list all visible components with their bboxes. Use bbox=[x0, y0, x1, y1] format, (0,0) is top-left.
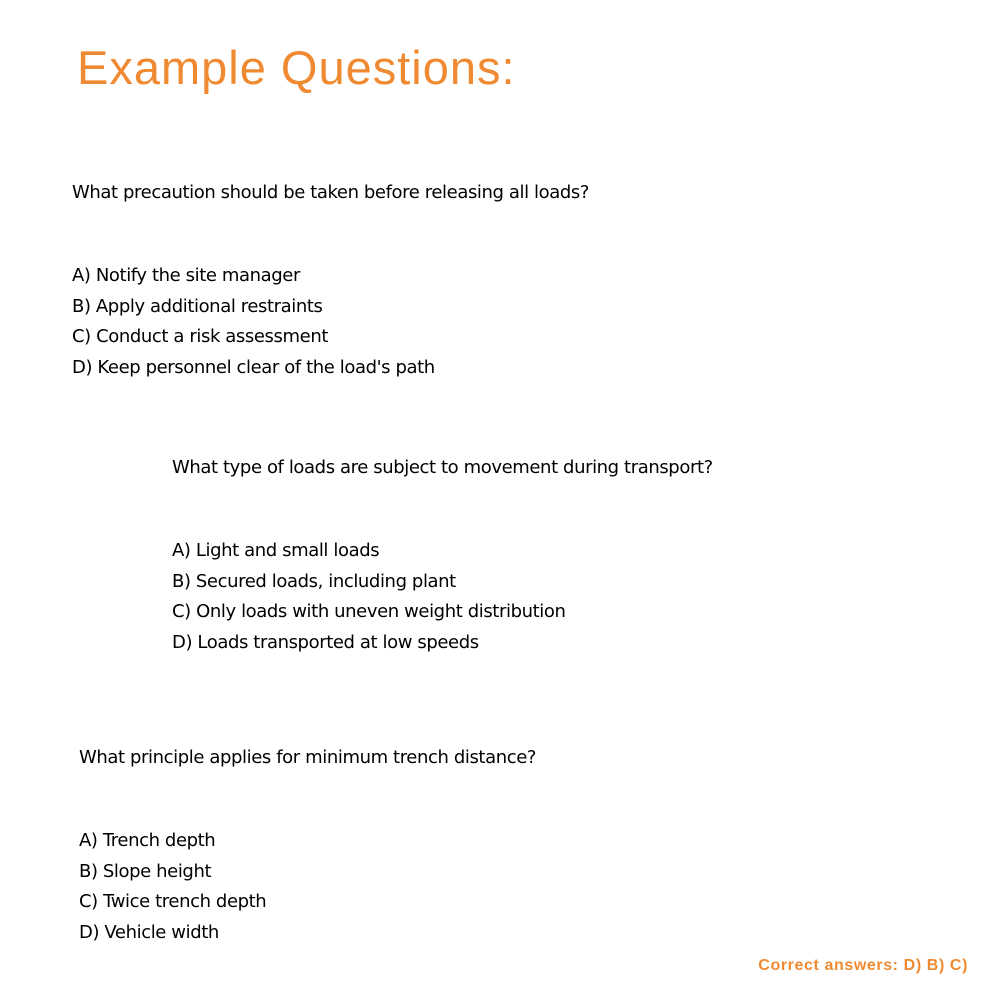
option-d: D) Vehicle width bbox=[79, 921, 219, 943]
option-b: B) Secured loads, including plant bbox=[172, 570, 456, 592]
option-a: A) Light and small loads bbox=[172, 540, 380, 561]
option-a: A) Trench depth bbox=[79, 830, 216, 851]
option-c: C) Twice trench depth bbox=[79, 891, 267, 912]
correct-answers: Correct answers: D) B) C) bbox=[758, 957, 968, 974]
question-2 bbox=[172, 455, 713, 658]
option-d: D) Keep personnel clear of the load's path bbox=[72, 356, 435, 378]
option-b: B) Slope height bbox=[79, 860, 212, 882]
answer-options bbox=[79, 826, 536, 948]
page-title: Example Questions: bbox=[77, 41, 516, 94]
option-a: A) Notify the site manager bbox=[72, 265, 300, 286]
option-d: D) Loads transported at low speeds bbox=[172, 631, 479, 653]
option-c: C) Only loads with uneven weight distribution bbox=[172, 601, 566, 622]
question-3 bbox=[79, 745, 536, 948]
answer-options bbox=[172, 536, 713, 658]
option-b: B) Apply additional restraints bbox=[72, 295, 323, 317]
question-1 bbox=[72, 180, 589, 383]
question-text: What type of loads are subject to movement during transport? bbox=[172, 457, 713, 478]
answer-options bbox=[72, 261, 589, 383]
question-text: What principle applies for minimum trench distance? bbox=[79, 747, 537, 768]
option-c: C) Conduct a risk assessment bbox=[72, 326, 328, 347]
question-text: What precaution should be taken before releasing all loads? bbox=[72, 182, 590, 203]
